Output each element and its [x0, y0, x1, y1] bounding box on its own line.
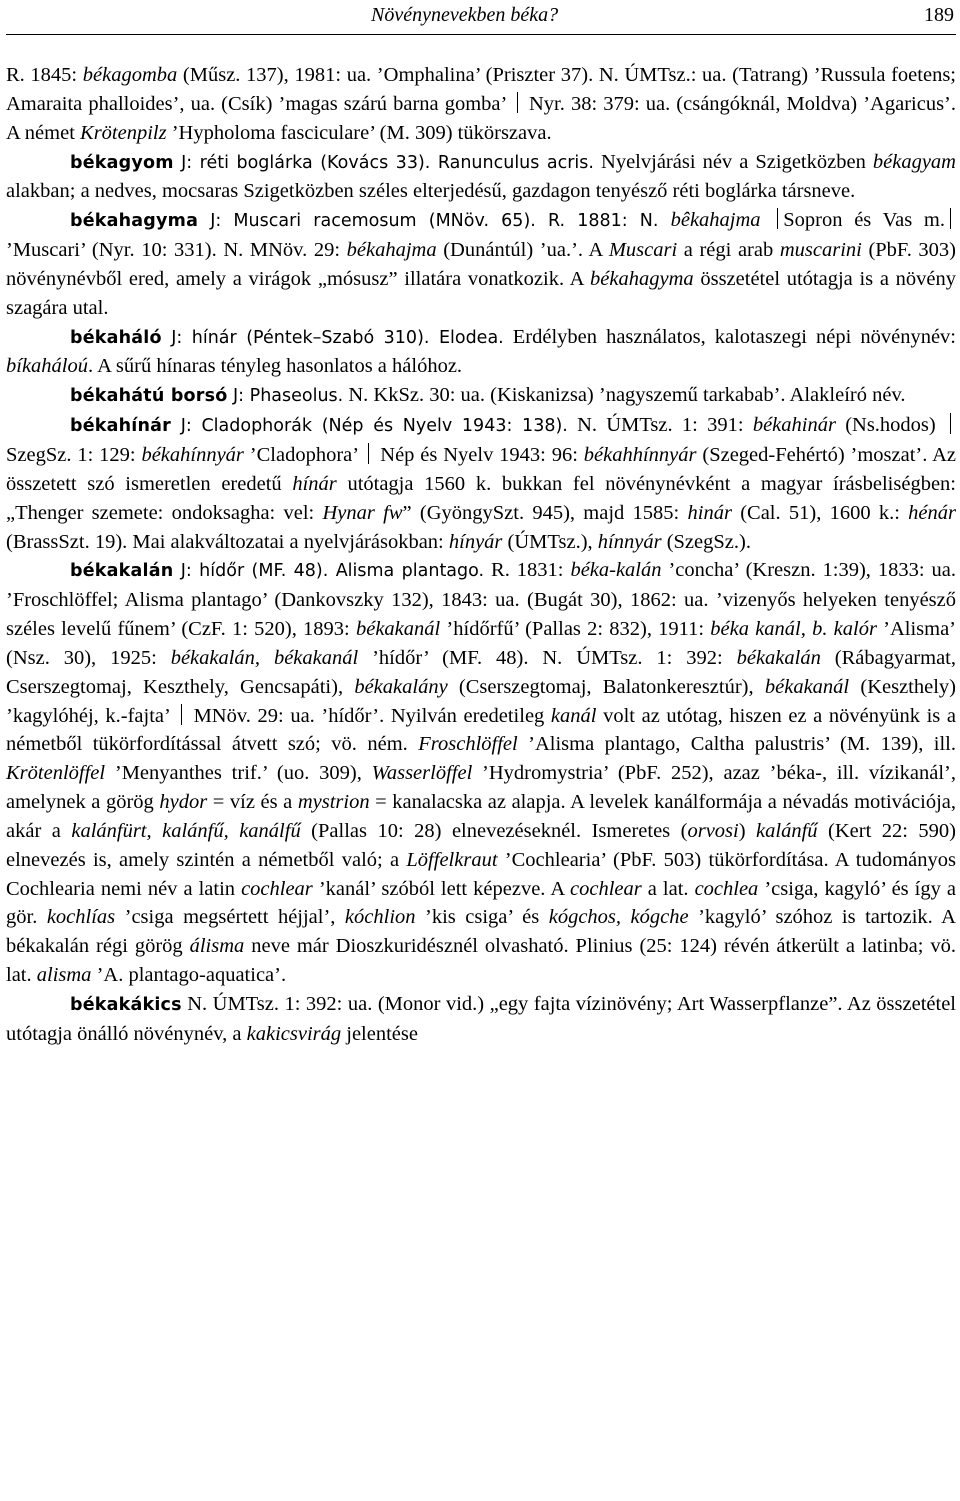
- italic-term: Muscari: [608, 239, 678, 262]
- entry-bekakakics: [6, 990, 956, 1049]
- text-run: volt az utótag, hiszen ez a növényünk is a németből tükörfordítással átvett szó; vö. ném.: [6, 704, 956, 756]
- text-run: SzegSz. 1: 129:: [6, 443, 142, 466]
- italic-term: Krötenlöffel: [6, 762, 106, 785]
- text-run: (SzegSz.).: [661, 530, 751, 553]
- text-run: ’csiga, kagyló’ és így a gör.: [6, 877, 956, 929]
- italic-term: hínár: [292, 472, 337, 495]
- text-run: Erdélyben használatos, kalotaszegi népi növénynév:: [503, 325, 956, 348]
- text-run: Nyr. 38: 379: ua. (csángóknál, Moldva) ’Agaricus’. A német: [6, 92, 956, 144]
- text-run: ’Hypholoma fasciculare’ (M. 309) tükörszava.: [166, 121, 552, 144]
- entry-definition: J: Phaseolus.: [227, 386, 344, 407]
- text-run: ’hídőrfű’ (Pallas 2: 832), 1911:: [440, 618, 711, 641]
- italic-term: kalánfű: [756, 819, 818, 842]
- italic-term: Wasserlöffel: [371, 762, 473, 785]
- text-run: ’Alisma plantago, Caltha palustris’ (M. 139), ill.: [517, 733, 956, 756]
- italic-term: kóchlion: [344, 906, 416, 929]
- entry-definition: J: réti boglárka (Kovács 33). Ranunculus acris.: [173, 152, 594, 173]
- text-run: a lat.: [641, 877, 695, 900]
- italic-term: hínyár: [448, 530, 503, 553]
- entry-bekahatu-borso: [6, 381, 956, 411]
- text-run: utótagja 1560 k. bukkan fel növénynévként a magyar írásbeliségben: „Thenger szemete: ondoksagha: vel:: [6, 472, 956, 524]
- italic-term: muscarini: [779, 239, 862, 262]
- text-run: = kanalacska az alapja. A levelek kanálformája a névadás motivációja, akár a: [6, 791, 956, 842]
- text-run: jelentése: [341, 1022, 418, 1045]
- entry-bekagyom: [6, 148, 956, 207]
- italic-term: Krötenpilz: [80, 121, 167, 144]
- headword: békahagyma: [70, 211, 199, 232]
- text-run: ): [738, 819, 757, 842]
- headword: békahátú borsó: [70, 386, 228, 407]
- italic-term: cochlear: [570, 877, 642, 900]
- dictionary-body: [6, 61, 956, 1049]
- text-run: (Rábagyarmat, Cserszegtomaj, Keszthely, Gencsapáti),: [6, 646, 956, 698]
- italic-term: bêkahajma: [670, 209, 761, 232]
- italic-term: békagyam: [872, 150, 956, 173]
- source-separator-bar: [368, 443, 369, 464]
- source-separator-bar: [950, 413, 951, 434]
- text-run: (Dunántúl) ’ua.’. A: [436, 239, 609, 262]
- text-run: (Keszthely) ’kagylóhéj, k.-fajta’: [6, 675, 956, 727]
- text-run: összetétel utótagja is a növény szagára utal.: [6, 267, 956, 319]
- entry-definition: J: hínár (Péntek–Szabó 310). Elodea.: [161, 327, 504, 348]
- text-run: Nyelvjárási név a Szigetközben: [593, 150, 873, 173]
- italic-term: alisma: [36, 964, 92, 987]
- text-run: (Cserszegtomaj, Balatonkeresztúr),: [447, 675, 765, 698]
- italic-term: békahínnyár: [141, 443, 244, 466]
- italic-term: békakalány: [354, 675, 448, 698]
- text-run: ’Muscari’ (Nyr. 10: 331). N. MNöv. 29:: [6, 239, 347, 262]
- text-run: Sopron és Vas m.: [783, 209, 945, 232]
- headword: békakalán: [70, 561, 174, 582]
- text-run: (ÚMTsz.),: [502, 530, 598, 553]
- text-run: = víz és a: [207, 791, 298, 814]
- entry-paragraph-continuation: [6, 61, 956, 148]
- italic-term: békahagyma: [590, 267, 694, 290]
- source-separator-bar: [517, 92, 518, 113]
- text-run: N. ÚMTsz. 1: 391:: [567, 414, 753, 437]
- text-run: R. 1845:: [6, 64, 83, 86]
- italic-term: béka-kalán: [570, 559, 662, 582]
- text-run: ’kis csiga’ és: [415, 906, 549, 929]
- text-run: (Szeged-Fehértó) ’moszat’. Az összetett szó ismeretlen eredetű: [6, 443, 956, 495]
- headword: békaháló: [70, 327, 162, 348]
- text-run: ’kanál’ szóból lett képezve. A: [312, 877, 571, 900]
- text-run: N. ÚMTsz. 1: 392: ua. (Monor vid.) „egy fajta vízinövény; Art Wasserpflanze”. Az összetétel utótagja önálló növénynév, a: [6, 993, 956, 1045]
- text-run: ’csiga megsértett héjjal’,: [115, 906, 345, 929]
- text-run: (PbF. 303) növénynévből ered, amely a virágok „mósusz” illatára vonatkozik. A: [6, 239, 957, 290]
- text-run: (Pallas 10: 28) elnevezéseknél. Ismeretes (: [300, 819, 688, 842]
- italic-term: békakanál: [764, 675, 850, 698]
- italic-term: hínnyár: [597, 530, 662, 553]
- text-run: [761, 209, 773, 231]
- running-title: Növénynevekben béka?: [371, 4, 559, 26]
- entry-definition: J: Cladophorák (Nép és Nyelv 1943: 138).: [171, 416, 568, 437]
- text-run: alakban; a nedves, mocsaras Szigetközben széles elterjedésű, gazdagon tenyésző réti boglárka társneve.: [6, 180, 856, 203]
- entry-bekahagyma: [6, 206, 956, 322]
- italic-term: békakalán, békakanál: [170, 646, 359, 669]
- italic-term: cochlear: [241, 877, 313, 900]
- italic-term: béka kanál, b. kalór: [710, 618, 877, 641]
- text-run: ’A. plantago-aquatica’.: [91, 964, 287, 987]
- italic-term: orvosi: [687, 819, 739, 842]
- italic-term: Löffelkraut: [406, 848, 498, 871]
- italic-term: hénár: [908, 501, 956, 524]
- headword: békagyom: [70, 152, 174, 173]
- text-run: . A sűrű hínaras tényleg hasonlatos a hálóhoz.: [88, 355, 463, 378]
- entry-bekakalan: [6, 556, 956, 990]
- text-run: ’Hydromystria’ (PbF. 252), azaz ’béka-, ill. vízikanál’, amelynek a görög: [6, 762, 956, 814]
- italic-term: békahinár: [752, 414, 836, 437]
- source-separator-bar: [950, 208, 951, 229]
- text-run: Nép és Nyelv 1943: 96:: [374, 443, 584, 466]
- italic-term: kakicsvirág: [246, 1022, 342, 1045]
- text-run: ’Alisma’ (Nsz. 30), 1925:: [6, 618, 956, 669]
- italic-term: cochlea: [694, 877, 759, 900]
- text-run: N. KkSz. 30: ua. (Kiskanizsa) ’nagyszemű tarkabab’. Alakleíró név.: [343, 384, 906, 407]
- text-run: ’Cochlearia’ (PbF. 503) tükörfordítása. A tudományos Cochlearia nemi név a latin: [6, 848, 956, 900]
- italic-term: mystrion: [297, 791, 370, 814]
- text-run: (Műsz. 137), 1981: ua. ’Omphalina’ (Priszter 37). N. ÚMTsz.: ua. (Tatrang) ’Russula foetens; Amaraita phalloides’, ua. (Csík) ’magas szárú barna gomba’: [6, 64, 957, 115]
- page-number: 189: [924, 4, 954, 26]
- book-page: [6, 0, 956, 1501]
- entry-definition: J: Muscari racemosum (MNöv. 65). R. 1881: N.: [198, 211, 671, 232]
- italic-term: békakanál: [355, 618, 441, 641]
- text-run: ’hídőr’ (MF. 48). N. ÚMTsz. 1: 392:: [358, 646, 737, 669]
- text-run: ” (GyöngySzt. 945), majd 1585:: [402, 501, 688, 524]
- italic-term: hydor: [159, 791, 208, 814]
- italic-term: hinár: [687, 501, 732, 524]
- text-run: ’Menyanthes trif.’ (uo. 309),: [105, 762, 372, 785]
- text-run: ’Cladophora’: [243, 443, 364, 466]
- headword: békahínár: [70, 416, 171, 437]
- entry-definition: J: hídőr (MF. 48). Alisma plantago.: [173, 561, 485, 582]
- text-run: MNöv. 29: ua. ’hídőr’. Nyilván eredetileg: [186, 704, 551, 727]
- headword: békakákics: [70, 995, 182, 1015]
- running-header: [6, 0, 956, 34]
- italic-term: kanál: [550, 704, 597, 727]
- text-run: (Ns.hodos): [835, 414, 945, 437]
- entry-bekahalo: [6, 323, 956, 382]
- italic-term: békakalán: [736, 646, 821, 669]
- italic-term: kalánfürt, kalánfű, kanálfű: [71, 819, 301, 842]
- italic-term: bíkaháloú: [6, 355, 88, 378]
- text-run: a régi arab: [677, 239, 780, 262]
- italic-term: békagomba: [82, 64, 178, 86]
- source-separator-bar: [777, 208, 778, 229]
- text-run: (Cal. 51), 1600 k.:: [731, 501, 909, 524]
- text-run: ’concha’ (Kreszn. 1:39), 1833: ua. ’Froschlöffel; Alisma plantago’ (Dankovszky 132), 1843: ua. (Bugát 30), 1862: ua. ’vizenyős helyeken tenyésző széles levelű fűnem’ (CzF. 1: 520), 1893:: [6, 559, 956, 641]
- text-run: R. 1831:: [484, 559, 571, 582]
- text-run: neve már Dioszkuridésznél olvasható. Plinius (25: 124) révén átkerült a latinba; vö. lat.: [6, 935, 957, 987]
- italic-term: békahajma: [346, 239, 437, 262]
- italic-term: Froschlöffel: [418, 733, 518, 756]
- text-run: ’kagyló’ szóhoz is tartozik. A békakalán régi görög: [6, 906, 956, 958]
- entry-bekahinar: [6, 411, 956, 556]
- text-run: (Kert 22: 590) elnevezés is, amely szintén a németből való; a: [6, 819, 956, 871]
- text-run: (BrassSzt. 19). Mai alakváltozatai a nyelvjárásokban:: [6, 530, 449, 553]
- italic-term: álisma: [189, 935, 245, 958]
- italic-term: Hynar fw: [322, 501, 403, 524]
- italic-term: kochlías: [46, 906, 116, 929]
- header-divider: [6, 34, 956, 35]
- italic-term: kógchos, kógche: [548, 906, 689, 929]
- italic-term: békahhínnyár: [583, 443, 697, 466]
- source-separator-bar: [181, 704, 182, 725]
